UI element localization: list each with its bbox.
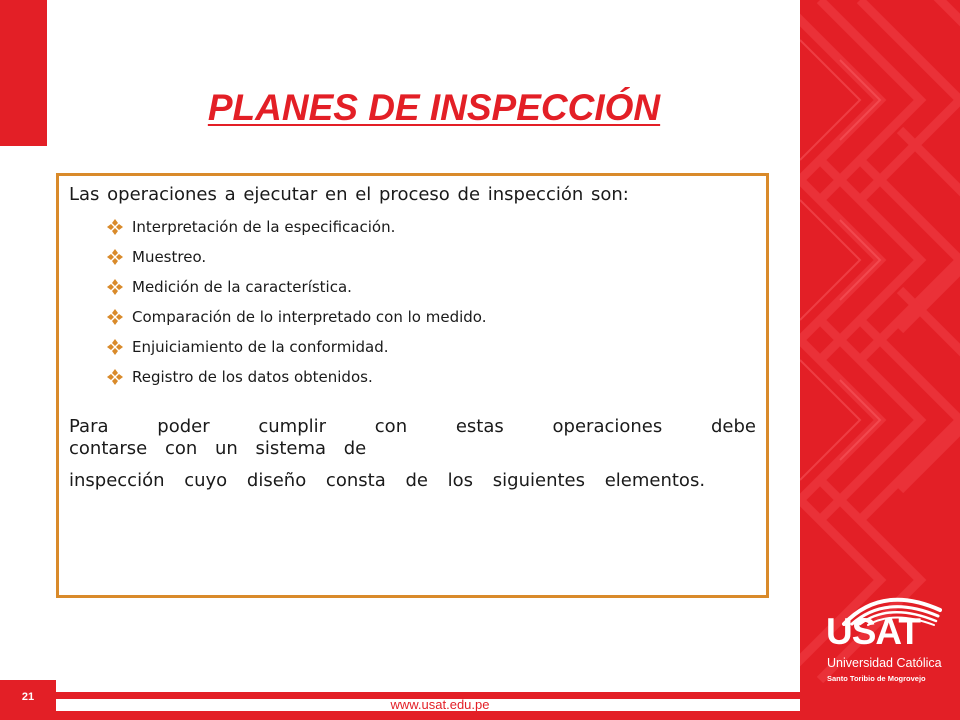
list-item [106, 332, 756, 362]
list-item-text: Enjuiciamiento de la conformidad. [132, 338, 389, 356]
paragraph-inspection-system: inspección cuyo diseño consta de los siguientes elementos. [69, 470, 706, 491]
list-item [106, 242, 756, 272]
list-item-text: Muestreo. [132, 248, 207, 266]
footer-bottom-line [56, 711, 800, 720]
slide-title: PLANES DE INSPECCIÓN [207, 87, 661, 128]
list-item-text: Interpretación de la especificación. [132, 218, 396, 236]
logo-wordmark: USAT [826, 611, 920, 652]
intro-text: Las operaciones a ejecutar en el proceso de inspección son: [69, 184, 629, 205]
paragraph-operations-continued: contarse con un sistema de [69, 438, 367, 459]
list-item-text: Comparación de lo interpretado con lo medido. [132, 308, 487, 326]
list-item [106, 302, 756, 332]
list-item-text: Medición de la característica. [132, 278, 352, 296]
logo-university-name: Universidad Católica [827, 656, 942, 670]
diamond-bullet-icon [106, 218, 124, 236]
operations-list [106, 212, 756, 392]
list-item [106, 212, 756, 242]
diamond-bullet-icon [106, 278, 124, 296]
usat-logo [822, 590, 952, 700]
list-item [106, 272, 756, 302]
footer-url-link[interactable]: www.usat.edu.pe [390, 697, 490, 712]
diamond-bullet-icon [106, 308, 124, 326]
page-number: 21 [21, 691, 35, 703]
paragraph-operations: Para poder cumplir con estas operaciones debe [69, 416, 756, 437]
diamond-bullet-icon [106, 248, 124, 266]
list-item [106, 362, 756, 392]
content-box [56, 173, 769, 598]
list-item-text: Registro de los datos obtenidos. [132, 368, 373, 386]
diamond-bullet-icon [106, 368, 124, 386]
diamond-bullet-icon [106, 338, 124, 356]
logo-university-subtitle: Santo Toribio de Mogrovejo [827, 674, 926, 683]
